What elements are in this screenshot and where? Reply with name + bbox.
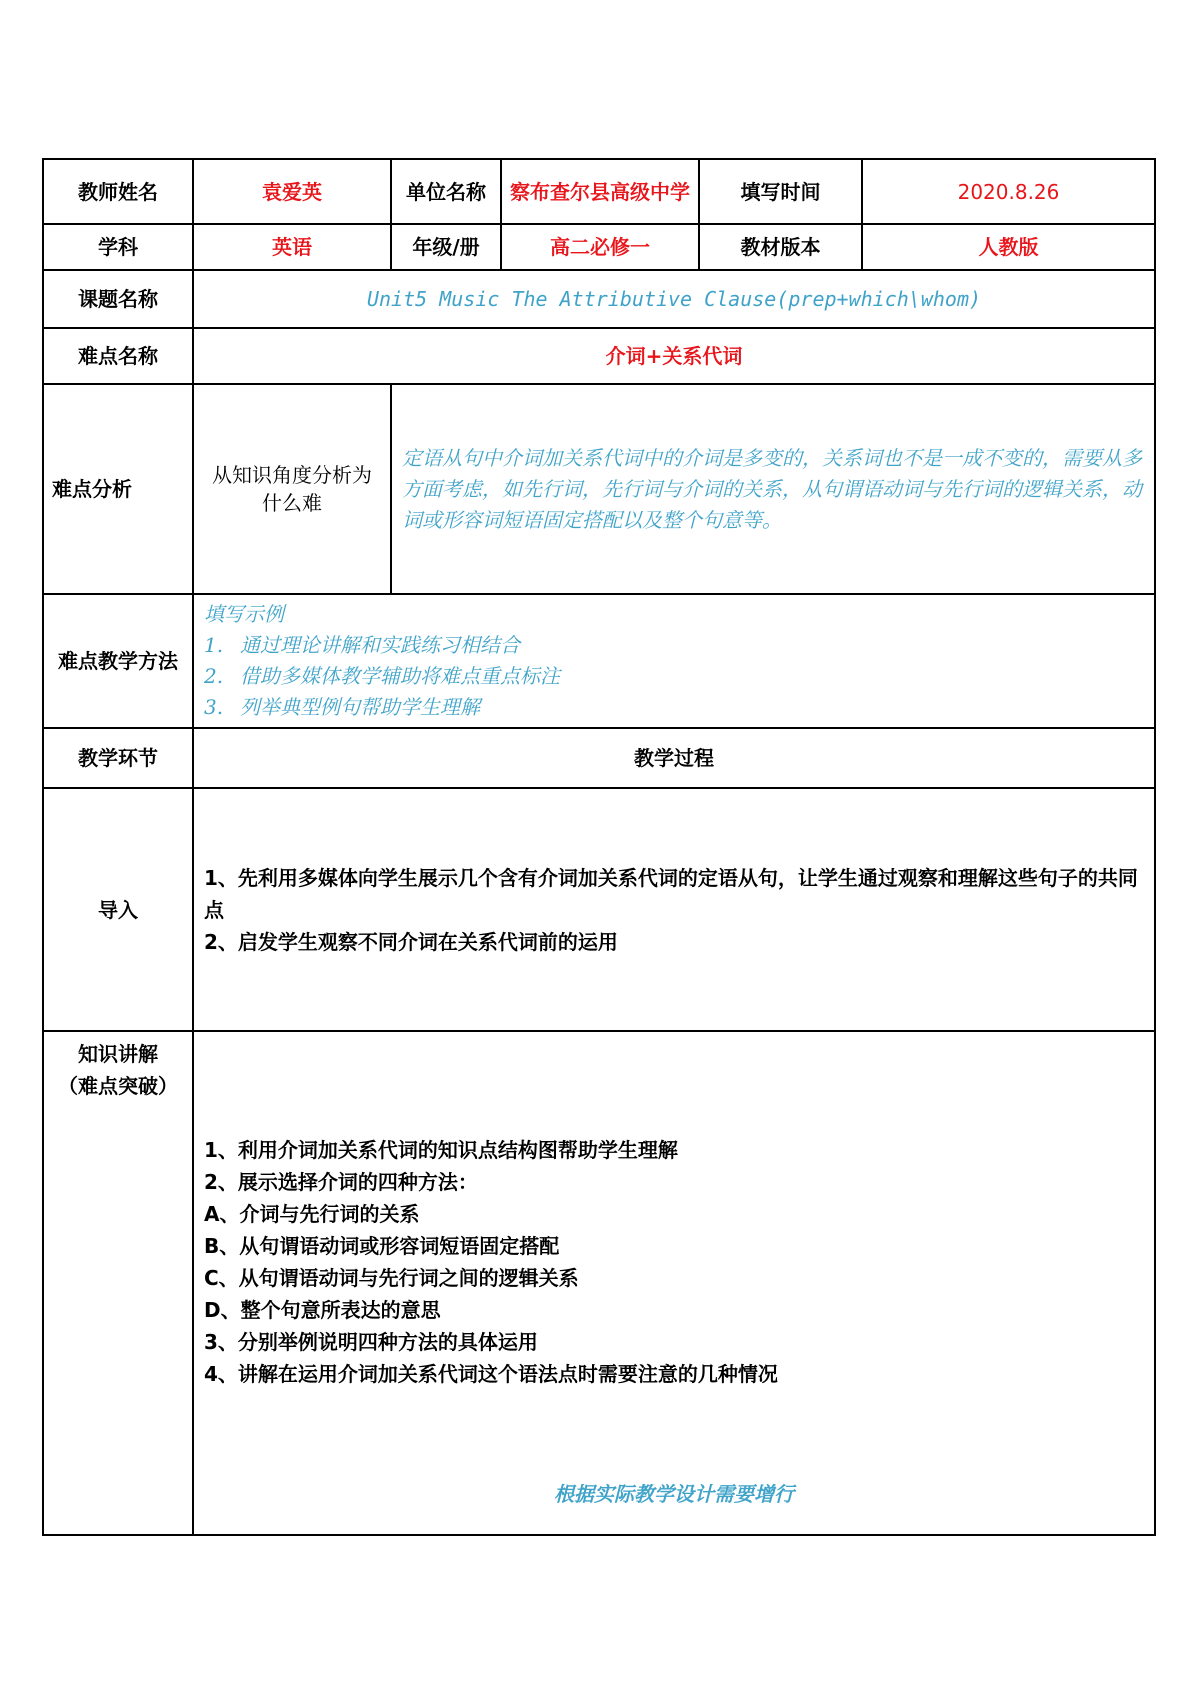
topic-value: Unit5 Music The Attributive Clause(prep+which\whom) [193, 270, 1155, 328]
methods-row [43, 594, 1155, 728]
process-header-row [43, 728, 1155, 788]
process-label: 教学过程 [193, 728, 1155, 788]
teacher-name-value: 袁爱英 [193, 159, 391, 224]
topic-row [43, 270, 1155, 328]
subject-value: 英语 [193, 224, 391, 270]
knowledge-label: 知识讲解 （难点突破） [43, 1031, 193, 1535]
method-item: 3. 列举典型例句帮助学生理解 [204, 695, 480, 719]
unit-name-label: 单位名称 [391, 159, 501, 224]
grade-value: 高二必修一 [501, 224, 699, 270]
header-row [43, 159, 1155, 224]
method-item: 1. 通过理论讲解和实践练习相结合 [204, 633, 520, 657]
textbook-label: 教材版本 [699, 224, 862, 270]
intro-line: 2、启发学生观察不同介词在关系代词前的运用 [204, 929, 618, 954]
grade-label: 年级/册 [391, 224, 501, 270]
analysis-row [43, 384, 1155, 594]
difficulty-value: 介词+关系代词 [193, 328, 1155, 384]
difficulty-row [43, 328, 1155, 384]
intro-row [43, 788, 1155, 1031]
add-rows-note: 根据实际教学设计需要增行 [554, 1482, 794, 1506]
knowledge-line: 3、分别举例说明四种方法的具体运用 [204, 1330, 538, 1354]
knowledge-line: 1、利用介词加关系代词的知识点结构图帮助学生理解 [204, 1138, 678, 1162]
fill-date-label: 填写时间 [699, 159, 862, 224]
teacher-name-label: 教师姓名 [43, 159, 193, 224]
knowledge-line: A、介词与先行词的关系 [204, 1202, 420, 1226]
methods-content [193, 594, 1155, 728]
knowledge-line: C、从句谓语动词与先行词之间的逻辑关系 [204, 1266, 579, 1290]
knowledge-line: 4、讲解在运用介词加关系代词这个语法点时需要注意的几种情况 [204, 1362, 778, 1386]
knowledge-content [193, 1031, 1155, 1535]
fill-date-value: 2020.8.26 [862, 159, 1155, 224]
textbook-value: 人教版 [862, 224, 1155, 270]
knowledge-line: 2、展示选择介词的四种方法： [204, 1170, 478, 1194]
methods-label: 难点教学方法 [43, 594, 193, 728]
subject-label: 学科 [43, 224, 193, 270]
intro-content [193, 788, 1155, 1031]
analysis-label: 难点分析 [43, 384, 193, 594]
intro-line: 1、先利用多媒体向学生展示几个含有介词加关系代词的定语从句，让学生通过观察和理解这些句子的共同点 [204, 865, 1138, 922]
knowledge-row [43, 1031, 1155, 1535]
unit-name-value: 察布查尔县高级中学 [501, 159, 699, 224]
analysis-text: 定语从句中介词加关系代词中的介词是多变的，关系词也不是一成不变的，需要从多方面考虑，如先行词，先行词与介词的关系，从句谓语动词与先行词的逻辑关系，动词或形容词短语固定搭配以及整个句意等。 [391, 384, 1155, 594]
knowledge-line: B、从句谓语动词或形容词短语固定搭配 [204, 1234, 560, 1258]
methods-heading: 填写示例 [204, 602, 284, 626]
knowledge-line: D、整个句意所表达的意思 [204, 1298, 441, 1322]
process-stage-label: 教学环节 [43, 728, 193, 788]
lesson-plan-table [42, 158, 1156, 1536]
topic-label: 课题名称 [43, 270, 193, 328]
difficulty-label: 难点名称 [43, 328, 193, 384]
analysis-sub-label: 从知识角度分析为什么难 [193, 384, 391, 594]
intro-label: 导入 [43, 788, 193, 1031]
subject-row [43, 224, 1155, 270]
method-item: 2. 借助多媒体教学辅助将难点重点标注 [204, 664, 560, 688]
